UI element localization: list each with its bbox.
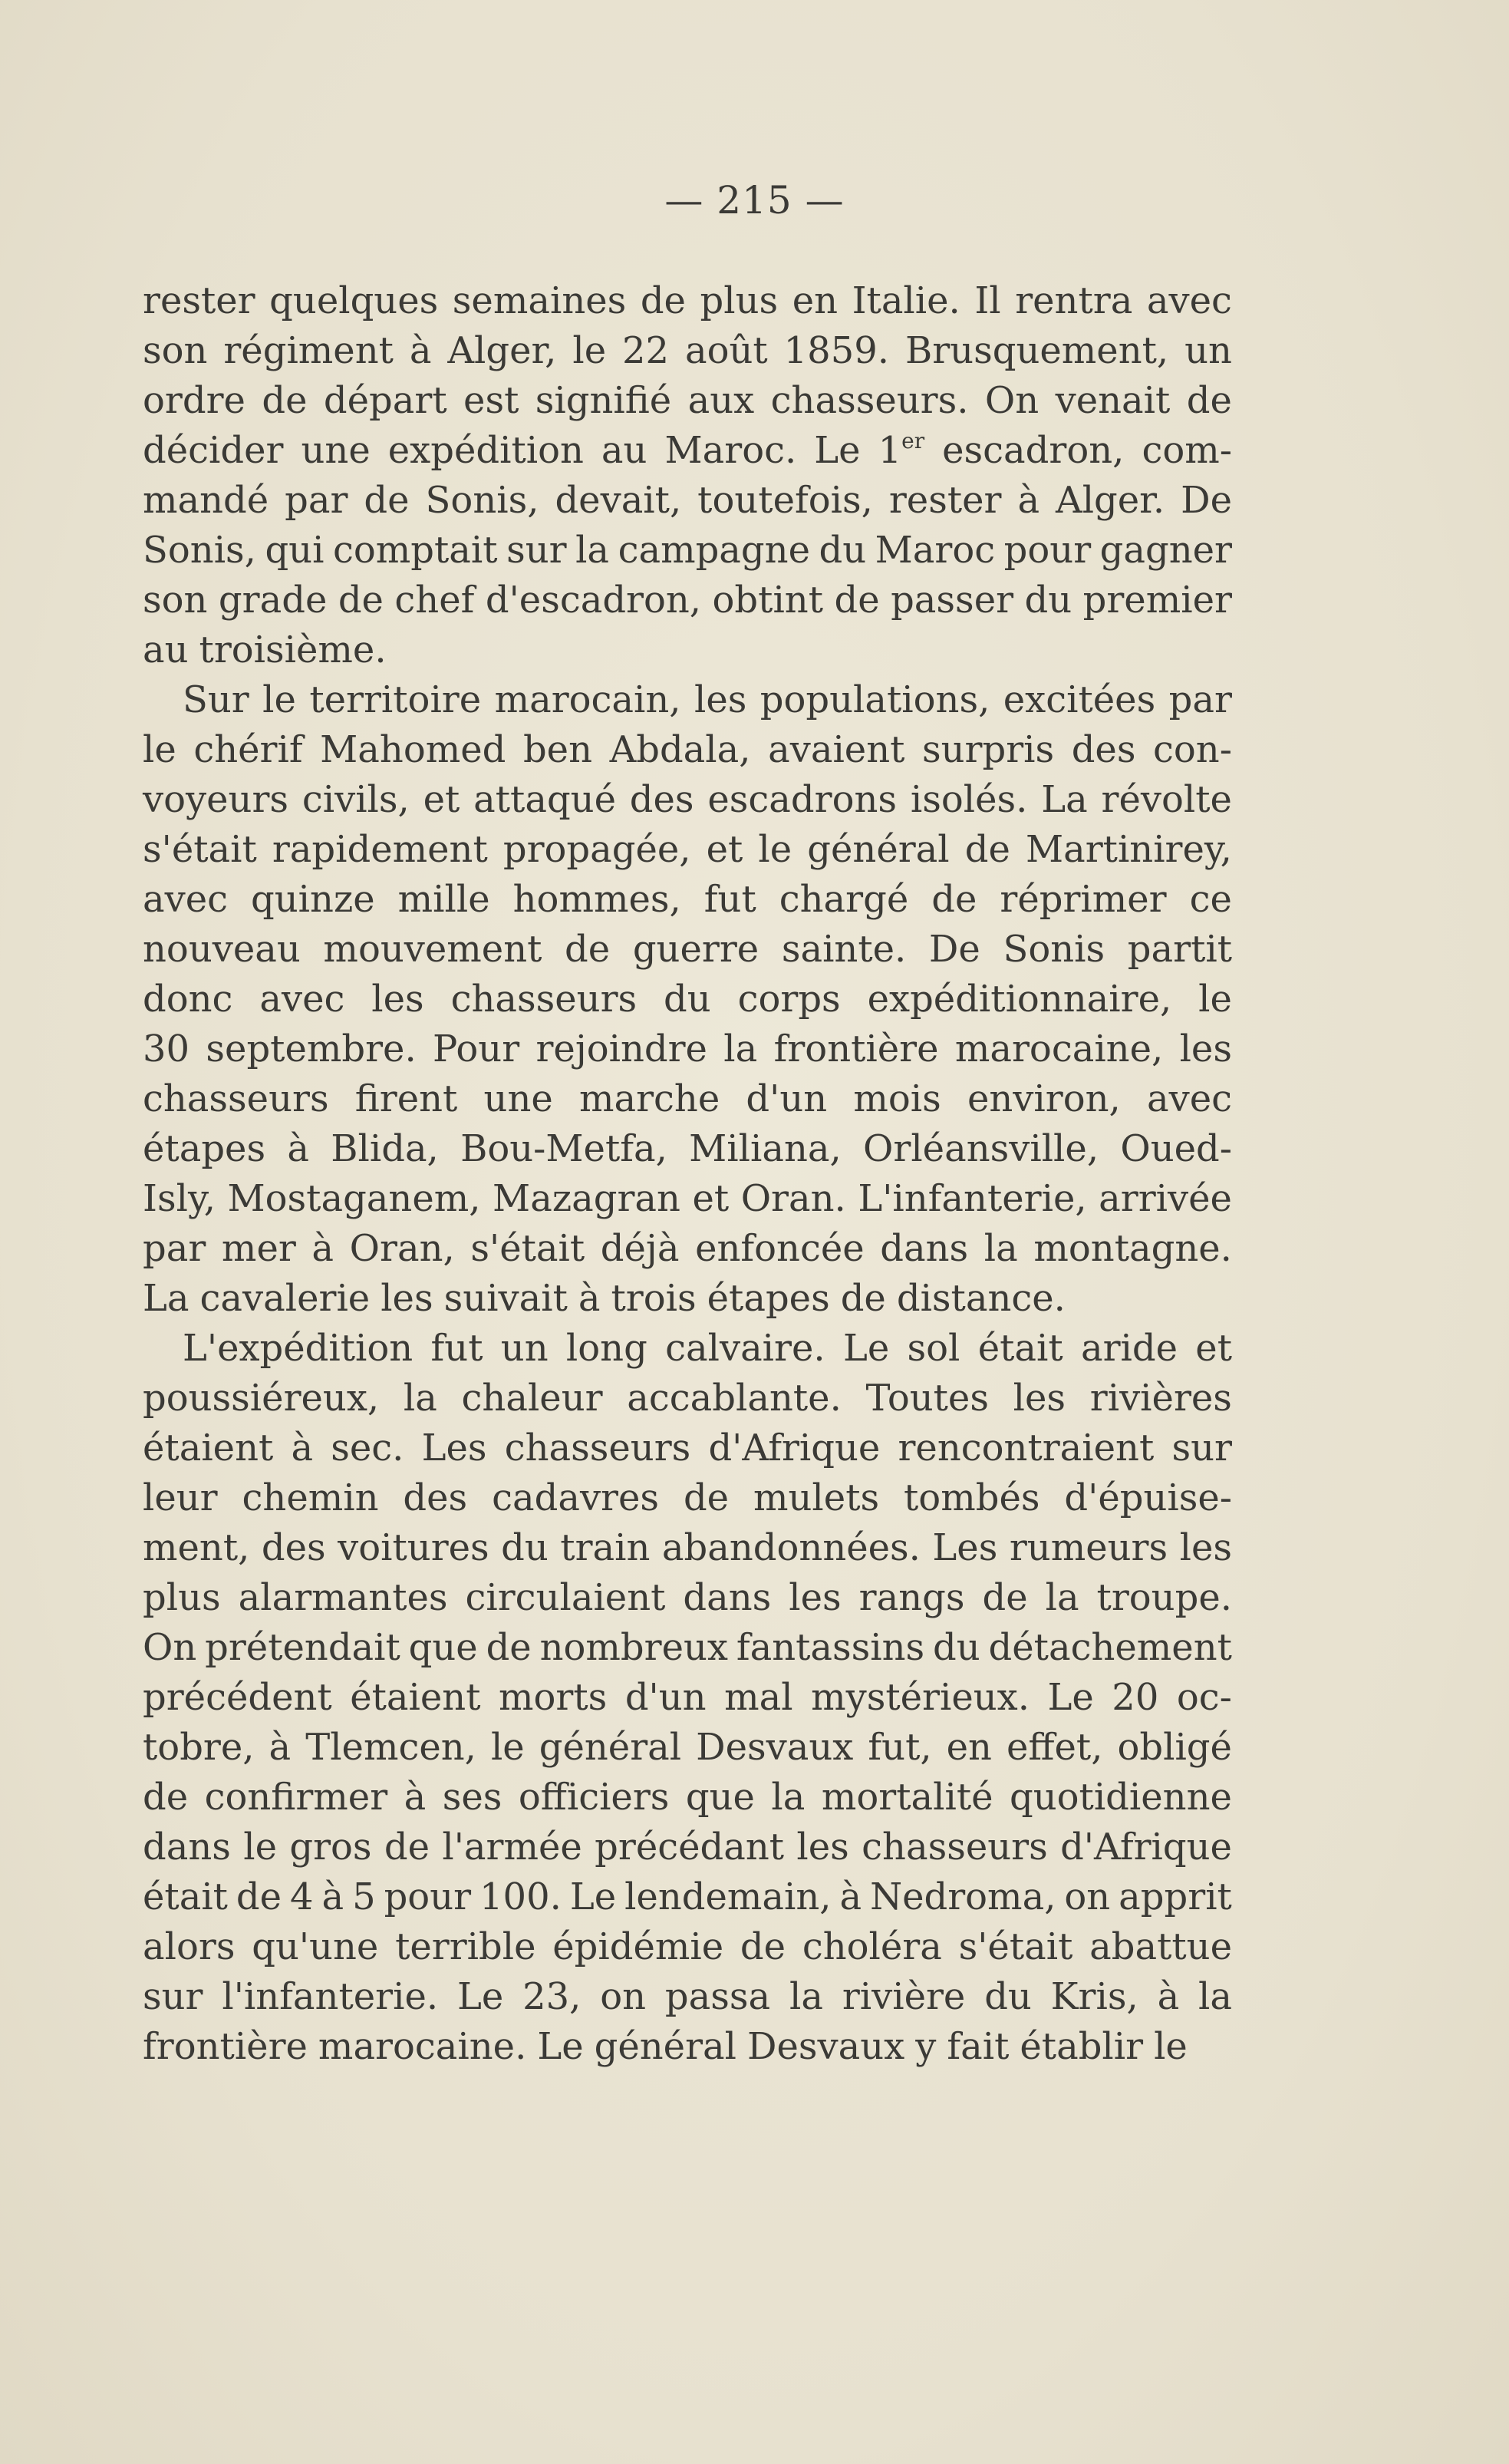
text-line: leur chemin des cadavres de mulets tombés d'épuise- — [143, 1476, 1232, 1519]
text-line: le chérif Mahomed ben Abdala, avaient surpris des con- — [143, 728, 1232, 771]
text-line: On prétendait que de nombreux fantassins du détachement — [143, 1626, 1232, 1669]
text-line: plus alarmantes circulaient dans les rangs de la troupe. — [143, 1576, 1232, 1619]
body-text — [143, 276, 1232, 2072]
text-line: était de 4 à 5 pour 100. Le lendemain, à Nedroma, on apprit — [143, 1875, 1232, 1918]
text-line: mandé par de Sonis, devait, toutefois, rester à Alger. De — [143, 479, 1232, 522]
paragraph — [143, 1324, 1232, 2072]
text-line: de confirmer à ses officiers que la mortalité quotidienne — [143, 1776, 1232, 1819]
text-line: frontière marocaine. Le général Desvaux y fait établir le — [143, 2025, 1188, 2068]
text-line: dans le gros de l'armée précédant les chasseurs d'Afrique — [143, 1826, 1232, 1869]
text-line: ordre de départ est signifié aux chasseurs. On venait de — [143, 379, 1232, 422]
text-line: décider une expédition au Maroc. Le 1er escadron, com- — [143, 428, 1232, 472]
text-line: avec quinze mille hommes, fut chargé de réprimer ce — [143, 878, 1232, 921]
text-line: son régiment à Alger, le 22 août 1859. Brusquement, un — [143, 329, 1232, 372]
text-line: 30 septembre. Pour rejoindre la frontière marocaine, les — [143, 1027, 1232, 1070]
text-line: Sur le territoire marocain, les populations, excitées par — [183, 678, 1232, 721]
text-line: nouveau mouvement de guerre sainte. De Sonis partit — [143, 928, 1232, 971]
text-line: donc avec les chasseurs du corps expéditionnaire, le — [143, 978, 1232, 1021]
text-line: par mer à Oran, s'était déjà enfoncée dans la montagne. — [143, 1227, 1232, 1270]
text-line: tobre, à Tlemcen, le général Desvaux fut, en effet, obligé — [143, 1726, 1232, 1769]
text-line: s'était rapidement propagée, et le général de Martinirey, — [143, 828, 1232, 871]
text-line: chasseurs firent une marche d'un mois environ, avec — [143, 1077, 1232, 1120]
text-line: alors qu'une terrible épidémie de choléra s'était abattue — [143, 1925, 1232, 1968]
text-line: La cavalerie les suivait à trois étapes de distance. — [143, 1277, 1066, 1320]
text-line: son grade de chef d'escadron, obtint de passer du premier — [143, 579, 1232, 622]
text-line: rester quelques semaines de plus en Italie. Il rentra avec — [143, 279, 1232, 322]
paragraph — [143, 675, 1232, 1324]
text-line: étapes à Blida, Bou-Metfa, Miliana, Orléansville, Oued- — [143, 1127, 1232, 1170]
page-number: — 215 — — [664, 178, 845, 223]
text-line: étaient à sec. Les chasseurs d'Afrique rencontraient sur — [143, 1427, 1232, 1469]
text-line: poussiéreux, la chaleur accablante. Toutes les rivières — [143, 1377, 1232, 1420]
text-line: sur l'infanterie. Le 23, on passa la rivière du Kris, à la — [143, 1975, 1232, 2018]
text-line: au troisième. — [143, 628, 387, 671]
text-line: ment, des voitures du train abandonnées. Les rumeurs les — [143, 1526, 1232, 1569]
text-line: L'expédition fut un long calvaire. Le sol était aride et — [183, 1327, 1232, 1370]
text-line: voyeurs civils, et attaqué des escadrons isolés. La révolte — [143, 778, 1232, 821]
text-line: Sonis, qui comptait sur la campagne du Maroc pour gagner — [143, 529, 1232, 572]
text-line: précédent étaient morts d'un mal mystérieux. Le 20 oc- — [143, 1676, 1232, 1719]
text-line: Isly, Mostaganem, Mazagran et Oran. L'infanterie, arrivée — [143, 1177, 1232, 1220]
paragraph — [143, 276, 1232, 675]
